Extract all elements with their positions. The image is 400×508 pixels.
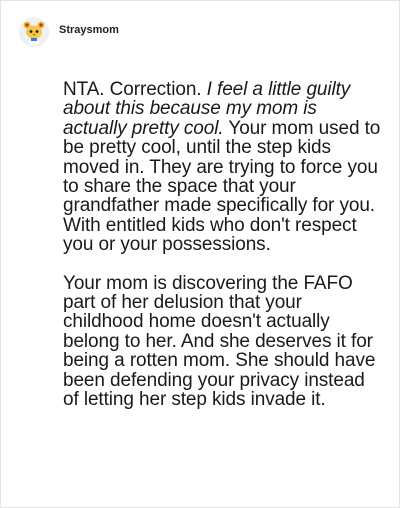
comment-lead-text: NTA. Correction.	[63, 79, 207, 100]
comment-body	[63, 80, 383, 410]
comment-italic-quote: I feel a little guilty about this because my mom is actually pretty cool.	[63, 79, 351, 139]
comment-paragraph-1	[63, 80, 383, 255]
comment-paragraph-2: Your mom is discovering the FAFO part of her delusion that your childhood home doesn't actually belong to her. And she deserves it for being a rotten mom. She should have been defending your privacy instead of letting her step kids invade it.	[63, 272, 376, 411]
username[interactable]: Straysmom	[59, 24, 119, 36]
comment-rest-text: Your mom used to be pretty cool, until the step kids moved in. They are trying to force you to share the space that your grandfather made specifically for you. With entitled kids who don't respect you or your possessions.	[63, 117, 381, 256]
comment-header	[19, 17, 119, 47]
snoo-avatar-icon[interactable]	[19, 17, 49, 47]
